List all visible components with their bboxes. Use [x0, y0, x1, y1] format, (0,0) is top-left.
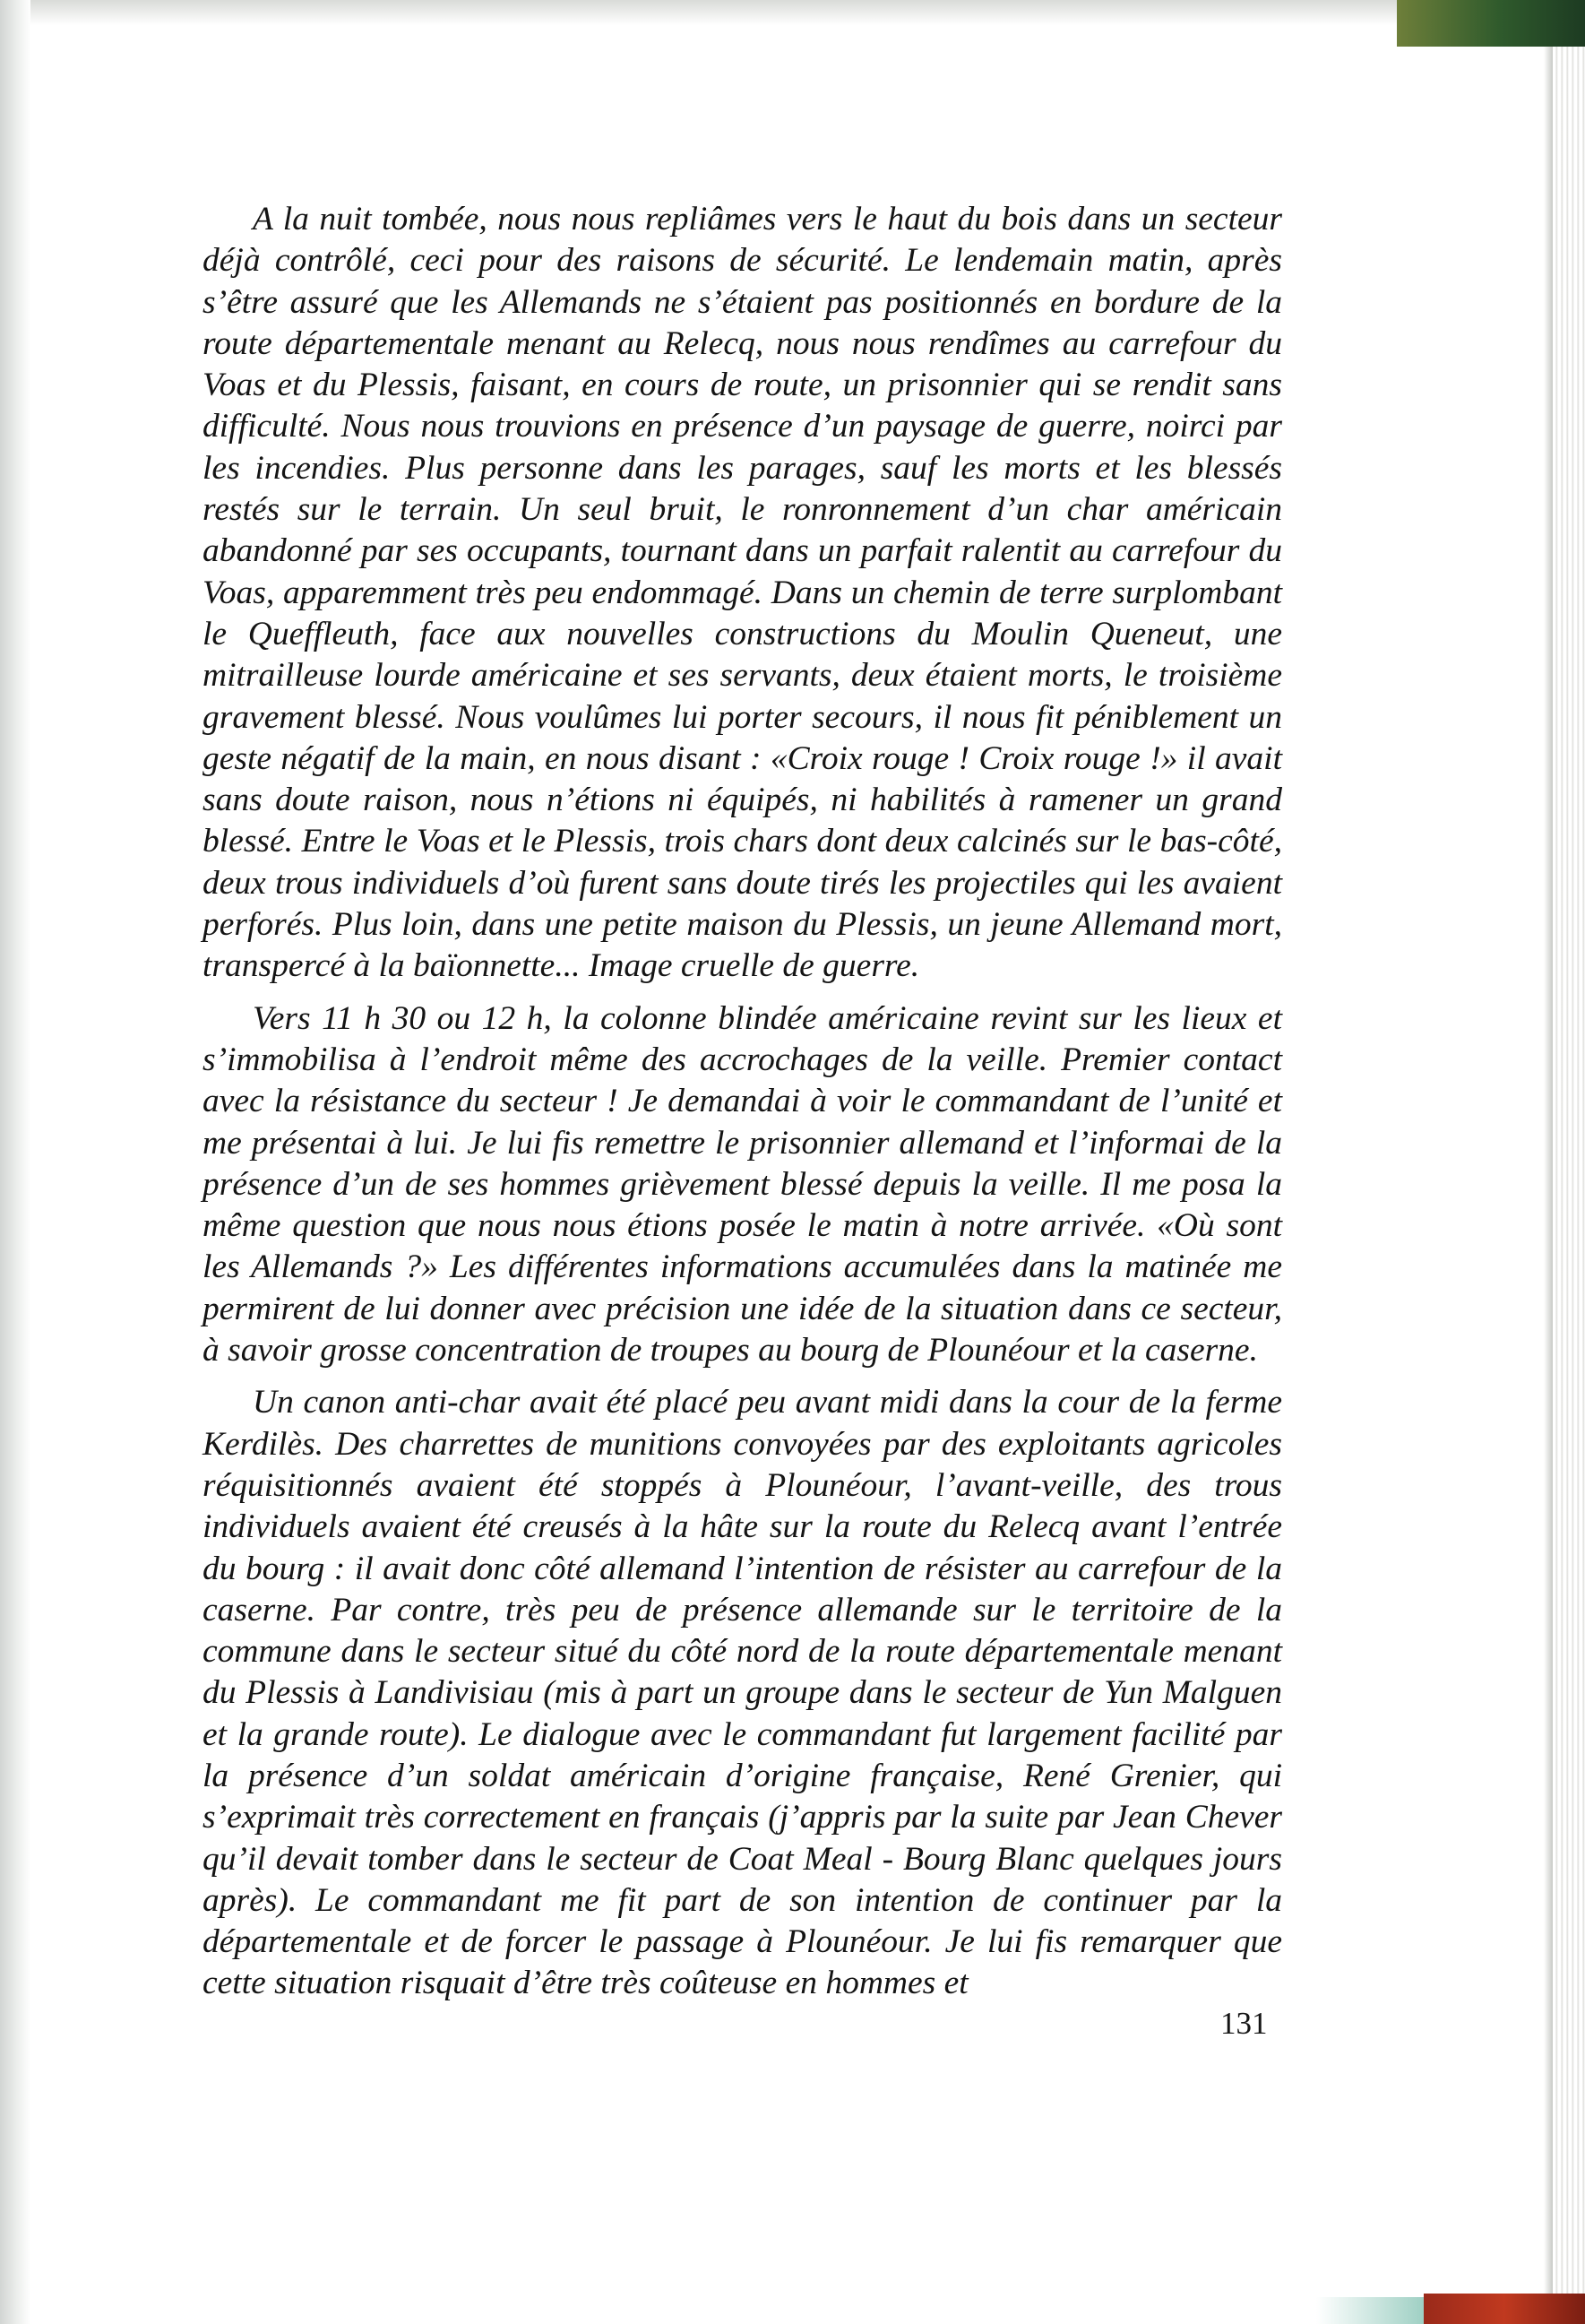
paragraph-1: A la nuit tombée, nous nous repliâmes vers le haut du bois dans un secteur déjà contrôlé, ceci pour des raisons de sécurité. Le lendemain matin, après s’être assuré que les Allemands ne s’étaient pas positionnés en bordure de la route départementale menant au Relecq, nous nous rendîmes au carrefour du Voas et du Plessis, faisant, en cours de route, un prisonnier qui se rendit sans difficulté. Nous nous trouvions en présence d’un paysage de guerre, noirci par les incendies. Plus personne dans les parages, sauf les morts et les blessés restés sur le terrain. Un seul bruit, le ronronnement d’un char américain abandonné par ses occupants, tournant dans un parfait ralentit au carrefour du Voas, apparemment très peu endommagé. Dans un chemin de terre surplombant le Queffleuth, face aux nouvelles constructions du Moulin Queneut, une mitrailleuse lourde américaine et ses servants, deux étaient morts, le troisième gravement blessé. Nous voulûmes lui porter secours, il nous fit péniblement un geste négatif de la main, en nous disant : «Croix rouge ! Croix rouge !» il avait sans doute raison, nous n’étions ni équipés, ni habilités à ramener un grand blessé. Entre le Voas et le Plessis, trois chars dont deux calcinés sur le bas-côté, deux trous individuels d’où furent sans doute tirés les projectiles qui les avaient perforés. Plus loin, dans une petite maison du Plessis, un jeune Allemand mort, transpercé à la baïonnette... Image cruelle de guerre.: [202, 201, 1282, 985]
body-text: [202, 199, 1282, 2016]
book-cover-corner-bottom: [1424, 2294, 1585, 2324]
paragraph-3: Un canon anti-char avait été placé peu avant midi dans la cour de la ferme Kerdilès. Des charrettes de munitions convoyées par des exploitants agricoles réquisitionnés avaient été stoppés à Plounéour, l’avant-veille, des trous individuels avaient été creusés à la hâte sur la route du Relecq avant l’entrée du bourg : il avait donc côté allemand l’intention de résister au carrefour de la caserne. Par contre, très peu de présence allemande sur le territoire de la commune dans le secteur situé du côté nord de la route départementale menant du Plessis à Landivisiau (mis à part un groupe dans le secteur de Yun Malguen et la grande route). Le dialogue avec le commandant fut largement facilité par la présence d’un soldat américain d’origine française, René Grenier, qui s’exprimait très correctement en français (j’appris par la suite par Jean Chever qu’il devait tomber dans le secteur de Coat Meal - Bourg Blanc quelques jours après). Le commandant me fit part de son intention de continuer par la départementale et de forcer le passage à Plounéour. Je lui fis remarquer que cette situation risquait d’être très coûteuse en hommes et: [202, 1384, 1282, 2002]
page-number: 131: [1220, 2006, 1268, 2041]
background-surface-bottom: [1316, 2297, 1424, 2324]
stacked-page-edges: [1553, 45, 1585, 2324]
page-right-shadow: [1544, 36, 1553, 2324]
page-top-shadow: [0, 0, 1585, 25]
book-cover-corner-top: [1397, 0, 1585, 47]
page-gutter-shadow: [0, 0, 30, 2324]
paragraph-2: Vers 11 h 30 ou 12 h, la colonne blindée américaine revint sur les lieux et s’immobilisa à l’endroit même des accrochages de la veille. Premier contact avec la résistance du secteur ! Je demandai à voir le commandant de l’unité et me présentai à lui. Je lui fis remettre le prisonnier allemand et l’informai de la présence d’un de ses hommes grièvement blessé depuis la veille. Il me posa la même question que nous nous étions posée le matin à notre arrivée. «Où sont les Allemands ?» Les différentes informations accumulées dans la matinée me permirent de lui donner avec précision une idée de la situation dans ce secteur, à savoir grosse concentration de troupes au bourg de Plounéour et la caserne.: [202, 999, 1282, 1369]
